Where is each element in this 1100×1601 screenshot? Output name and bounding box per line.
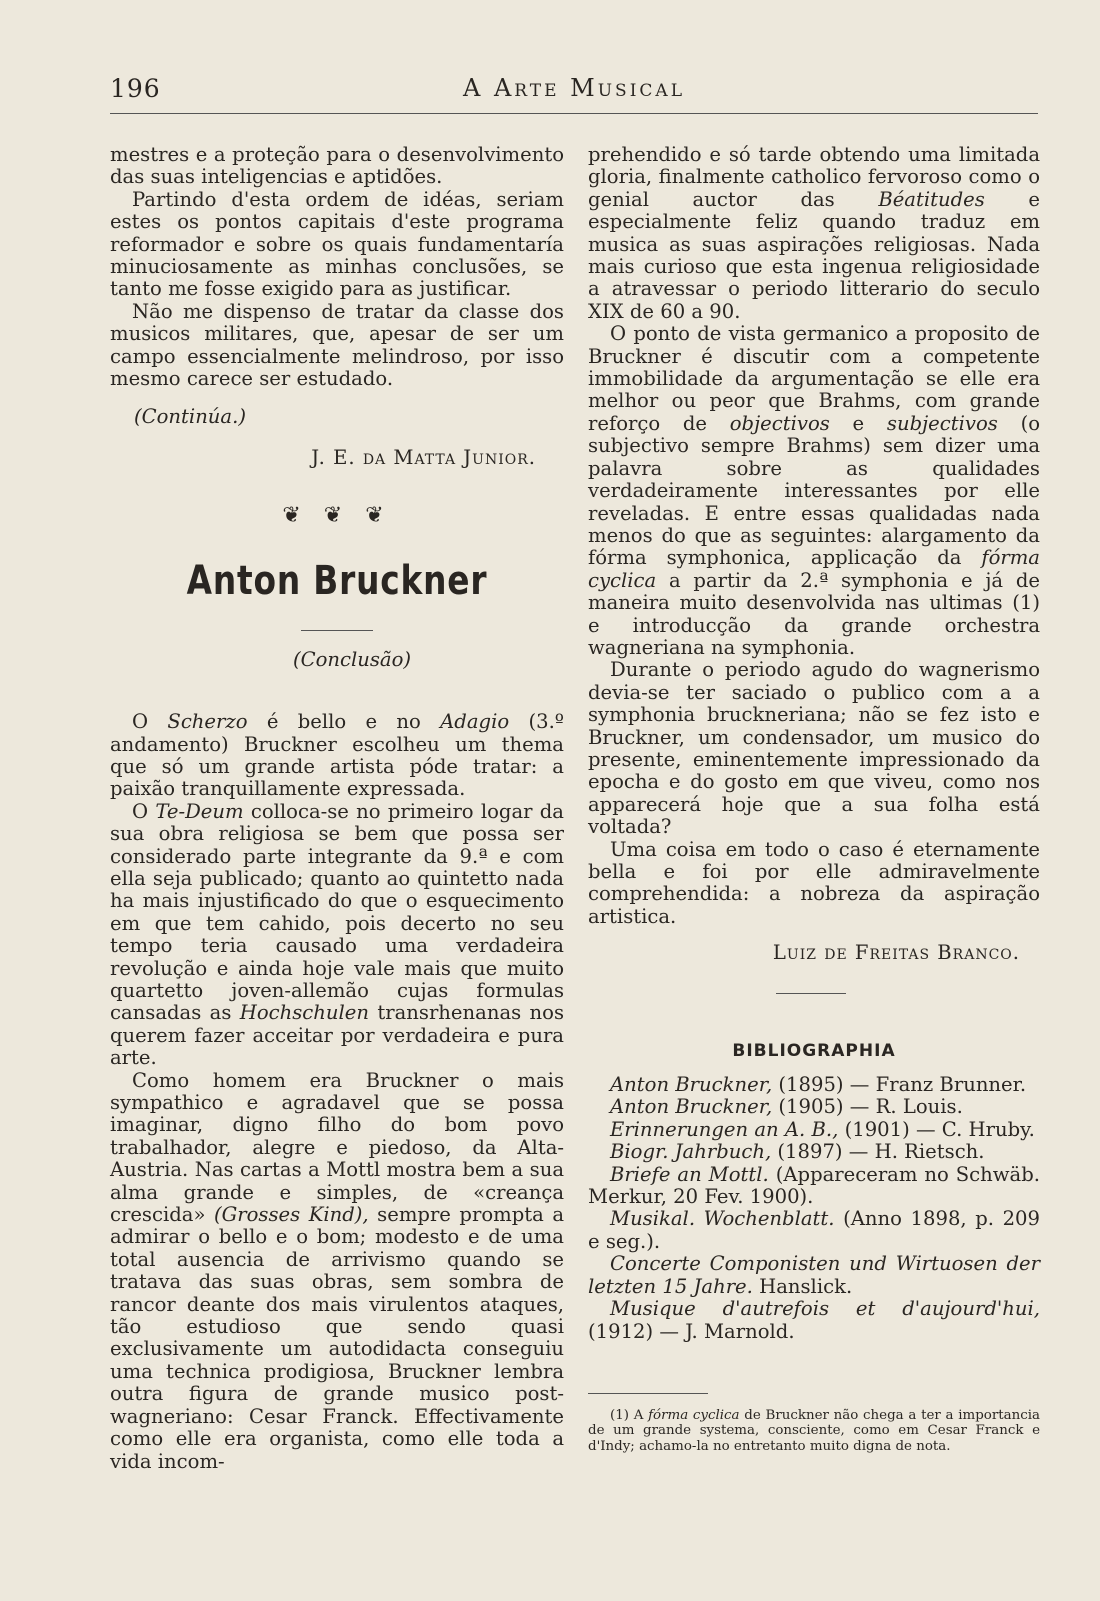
paragraph: Uma coisa em todo o caso é eternamente bella e foi por elle admiravelmente comprehendida: a nobreza da aspiração artistica. <box>588 837 1040 928</box>
article-subtitle: (Conclusão) <box>292 647 412 671</box>
bibliography-entry: Erinnerungen an A. B., (1901) — C. Hruby. <box>610 1117 1035 1141</box>
paragraph: O ponto de vista germanico a proposito de Bruckner é discutir com a competente immobilidade da argumentação se elle era melhor ou peor que Brahms, com grande reforço de objectivos e subjectivos (o subjectivo sempre Brahms) sem dizer uma palavra sobre as qualidades verdadeiramente interessantes por elle reveladas. E entre essas qualidadas nada menos do que as seguintes: alargamento da fórma symphonica, applicação da fórma cyclica a partir da 2.ª symphonia e já de maneira muito desenvolvida nas ultimas (1) e introducção da grande orchestra wagneriana na symphonia. <box>588 322 1041 659</box>
paragraph: mestres e a proteção para o desenvolvimento das suas inteligencias e aptidões. <box>110 143 564 189</box>
divider <box>776 993 846 994</box>
paragraph: prehendido e só tarde obtendo uma limitada gloria, finalmente catholico fervoroso como o genial auctor das Béatitudes e especialmente feliz quando traduz em musica as suas aspirações religiosas. Nada mais curioso que esta ingenua religiosidade a atravessar o periodo litterario do seculo XIX de 60 a 90. <box>588 143 1041 323</box>
paragraph: Durante o periodo agudo do wagnerismo devia-se ter saciado o publico com a a symphonia bruckneriana; não se fez isto e Bruckner, um condensador, um musico do presente, eminentemente impressionado da epocha e do gosto em que viveu, como nos apparecerá hoje que a sua folha está voltada? <box>588 658 1040 839</box>
paragraph: Partindo d'esta ordem de idéas, seriam estes os pontos capitais d'este programa reformador e sobre os quais fundamentaría minuciosamente as minhas conclusões, se tanto me fosse exigido para as justificar. <box>110 187 564 301</box>
right-column <box>588 144 1040 1454</box>
divider <box>301 630 373 631</box>
bibliography-entry: Musique d'autrefois et d'aujourd'hui, (1912) — J. Marnold. <box>588 1297 1040 1343</box>
article-title: Anton Bruckner <box>186 557 488 604</box>
bibliography-entry: Briefe an Mottl. (Appareceram no Schwäb. Merkur, 20 Fev. 1900). <box>588 1162 1040 1209</box>
bibliography-heading: BIBLIOGRAPHIA <box>732 1040 896 1061</box>
continua-note: (Continúa.) <box>134 405 246 429</box>
page-header <box>110 74 1038 110</box>
header-rule <box>110 113 1038 114</box>
page-number: 196 <box>110 74 161 103</box>
paragraph: O Te-Deum colloca-se no primeiro logar da sua obra religiosa se bem que possa ser considerado parte integrante da 9.ª e com ella seja publicado; quanto ao quintetto nada ha mais injustificado do que o esquecimento em que tem cahido, pois decerto no seu tempo teria causado uma verdadeira revolução e ainda hoje vale mais que muito quartetto joven-allemão cujas formulas cansadas as Hochschulen transrhenanas nos querem fazer acceitar por verdadeira e pura arte. <box>110 799 565 1070</box>
paragraph: Como homem era Bruckner o mais sympathico e agradavel que se possa imaginar, digno filho do bom povo trabalhador, alegre e piedoso, da Alta-Austria. Nas cartas a Mottl mostra bem a sua alma grande e simples, de «creança crescida» (Grosses Kind), sempre prompta a admirar o bello e o bom; modesto e de uma total ausencia de arrivismo quando se tratava das suas obras, sem sombra de rancor deante dos mais virulentos ataques, tão estudioso que sendo quasi exclusivamente um autodidacta conseguiu uma technica prodigiosa, Bruckner lembra outra figura de grande musico post-wagneriano: Cesar Franck. Effectivamente como elle era organista, como elle toda a vida incom- <box>110 1068 565 1473</box>
footnote-rule <box>588 1393 708 1394</box>
bibliography-entry: Biogr. Jahrbuch, (1897) — H. Rietsch. <box>610 1140 985 1164</box>
bibliography-list <box>588 1074 1040 1343</box>
paragraph: Não me dispenso de tratar da classe dos musicos militares, que, apesar de ser um campo essencialmente melindroso, por isso mesmo carece ser estudado. <box>110 299 564 391</box>
bibliography-entry: Concerte Componisten und Wirtuosen der letzten 15 Jahre. Hanslick. <box>588 1252 1040 1298</box>
author-signature: Luiz de Freitas Branco. <box>772 941 1020 965</box>
fleuron-ornament: ❦ ❦ ❦ <box>282 503 392 529</box>
author-signature: J. E. da Matta Junior. <box>311 445 536 469</box>
bibliography-entry: Anton Bruckner, (1905) — R. Louis. <box>610 1095 963 1119</box>
bibliography-entry: Musikal. Wochenblatt. (Anno 1898, p. 209 e seg.). <box>588 1207 1040 1253</box>
bibliography-entry: Anton Bruckner, (1895) — Franz Brunner. <box>610 1073 1027 1097</box>
running-title: A Arte Musical <box>462 74 685 102</box>
left-column <box>110 144 564 1473</box>
paragraph: O Scherzo é bello e no Adagio (3.º andamento) Bruckner escolheu um thema que só um grande artista póde tratar: a paixão tranquillamente expressada. <box>110 710 565 801</box>
footnote: (1) A fórma cyclica de Bruckner não chega a ter a importancia de um grande systema, consciente, como em Cesar Franck e d'Indy; achamo-la no entretanto muito digna de nota. <box>588 1407 1041 1454</box>
